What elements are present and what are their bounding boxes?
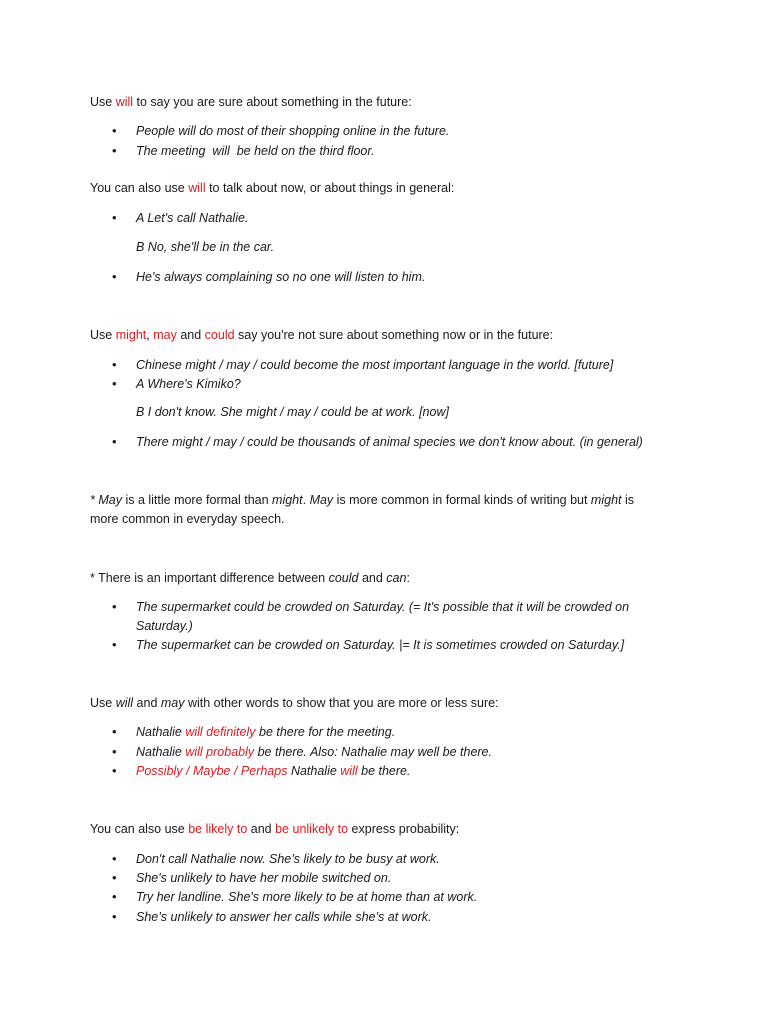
bullet-icon: •	[112, 851, 117, 866]
text: and	[176, 328, 205, 342]
text: be there for the meeting.	[255, 725, 396, 739]
text: to talk about now, or about things in general:	[205, 181, 455, 195]
bullet-icon: •	[112, 269, 117, 284]
s4-note-line2: more common in everyday speech.	[90, 512, 285, 526]
text: is	[621, 493, 634, 507]
list-item	[112, 434, 643, 450]
text: is a little more formal than	[121, 493, 273, 507]
text: be there.	[357, 764, 411, 778]
text: Use	[90, 95, 116, 109]
list-item	[112, 724, 395, 740]
bullet-icon: •	[112, 763, 117, 778]
keyword-will: will	[115, 95, 134, 109]
keyword-likely: be likely to	[188, 822, 248, 836]
highlight-text: Possibly / Maybe / Perhaps	[136, 764, 288, 778]
text: May	[98, 493, 122, 507]
bullet-icon: •	[112, 870, 117, 885]
example-text: He's always complaining so no one will listen to him.	[136, 270, 426, 284]
list-item	[112, 909, 432, 925]
list-item	[112, 599, 629, 615]
example-text: Chinese might / may / could become the most important language in the world. [future]	[136, 358, 614, 372]
s7-intro	[90, 821, 459, 837]
text: :	[406, 571, 410, 585]
text: is more common in formal kinds of writing but	[333, 493, 591, 507]
text: Use	[90, 328, 116, 342]
list-item	[112, 143, 375, 159]
bullet-icon: •	[112, 210, 117, 225]
list-item	[112, 269, 425, 285]
text: Nathalie	[136, 725, 186, 739]
text: say you're not sure about something now or in the future:	[234, 328, 554, 342]
example-text: Try her landline. She's more likely to be at home than at work.	[136, 890, 478, 904]
keyword-may: may	[153, 328, 177, 342]
list-item	[112, 744, 492, 760]
list-item	[112, 210, 248, 226]
s4-note	[90, 492, 634, 508]
list-item	[112, 870, 391, 886]
s6-intro	[90, 695, 499, 711]
text: and	[133, 696, 161, 710]
keyword-might: might	[115, 328, 147, 342]
bullet-icon: •	[112, 434, 117, 449]
s1-intro	[90, 94, 412, 110]
text: be there. Also: Nathalie may well be there.	[254, 745, 492, 759]
list-item	[112, 376, 241, 392]
bullet-icon: •	[112, 744, 117, 759]
text: and	[358, 571, 387, 585]
text: Nathalie	[287, 764, 341, 778]
text: *	[90, 493, 99, 507]
example-text: She’s unlikely to answer her calls while she’s at work.	[136, 910, 432, 924]
text: to say you are sure about something in the future:	[133, 95, 412, 109]
text: express probability:	[348, 822, 460, 836]
text: might	[272, 493, 303, 507]
text: could	[328, 571, 359, 585]
bullet-icon: •	[112, 909, 117, 924]
list-item	[112, 357, 613, 373]
bullet-icon: •	[112, 724, 117, 739]
text: will	[115, 696, 134, 710]
highlight-text: will definitely	[185, 725, 256, 739]
bullet-icon: •	[112, 637, 117, 652]
s5-intro	[90, 570, 410, 586]
bullet-icon: •	[112, 357, 117, 372]
text: You can also use	[90, 181, 189, 195]
example-text: A Where's Kimiko?	[136, 377, 241, 391]
text: .	[302, 493, 310, 507]
text: ,	[146, 328, 154, 342]
text: You can also use	[90, 822, 189, 836]
text: and	[247, 822, 276, 836]
example-reply: B No, she'll be in the car.	[136, 240, 275, 254]
keyword-unlikely: be unlikely to	[275, 822, 349, 836]
s2-intro	[90, 180, 454, 196]
highlight-text: will	[340, 764, 358, 778]
bullet-icon: •	[112, 143, 117, 158]
text: * There is an important difference between	[90, 571, 329, 585]
bullet-icon: •	[112, 889, 117, 904]
keyword-could: could	[204, 328, 235, 342]
s3-intro	[90, 327, 553, 343]
list-item	[112, 637, 624, 653]
highlight-text: will probably	[185, 745, 255, 759]
list-item	[112, 763, 410, 779]
text: with other words to show that you are more or less sure:	[184, 696, 499, 710]
example-reply: B I don't know. She might / may / could be at work. [now]	[136, 405, 449, 419]
example-text: The supermarket can be crowded on Saturday. |= It is sometimes crowded on Saturday.]	[136, 638, 625, 652]
list-item	[112, 889, 477, 905]
text: may	[160, 696, 185, 710]
example-text: The meeting will be held on the third floor.	[136, 144, 375, 158]
example-text: There might / may / could be thousands of animal species we don't know about. (in general)	[136, 435, 643, 449]
example-text: Don't call Nathalie now. She’s likely to be busy at work.	[136, 852, 440, 866]
example-text: People will do most of their shopping online in the future.	[136, 124, 450, 138]
text: Nathalie	[136, 745, 186, 759]
example-text: The supermarket could be crowded on Saturday. (= It's possible that it will be crowded on	[136, 600, 630, 614]
bullet-icon: •	[112, 376, 117, 391]
list-item	[112, 123, 449, 139]
list-item	[112, 851, 440, 867]
text: Use	[90, 696, 116, 710]
example-text: A Let's call Nathalie.	[136, 211, 249, 225]
keyword-will: will	[188, 181, 206, 195]
example-text: She's unlikely to have her mobile switched on.	[136, 871, 392, 885]
bullet-icon: •	[112, 123, 117, 138]
bullet-icon: •	[112, 599, 117, 614]
example-text-continued: Saturday.)	[136, 619, 193, 633]
text: May	[309, 493, 334, 507]
text: might	[590, 493, 622, 507]
text: can	[386, 571, 407, 585]
